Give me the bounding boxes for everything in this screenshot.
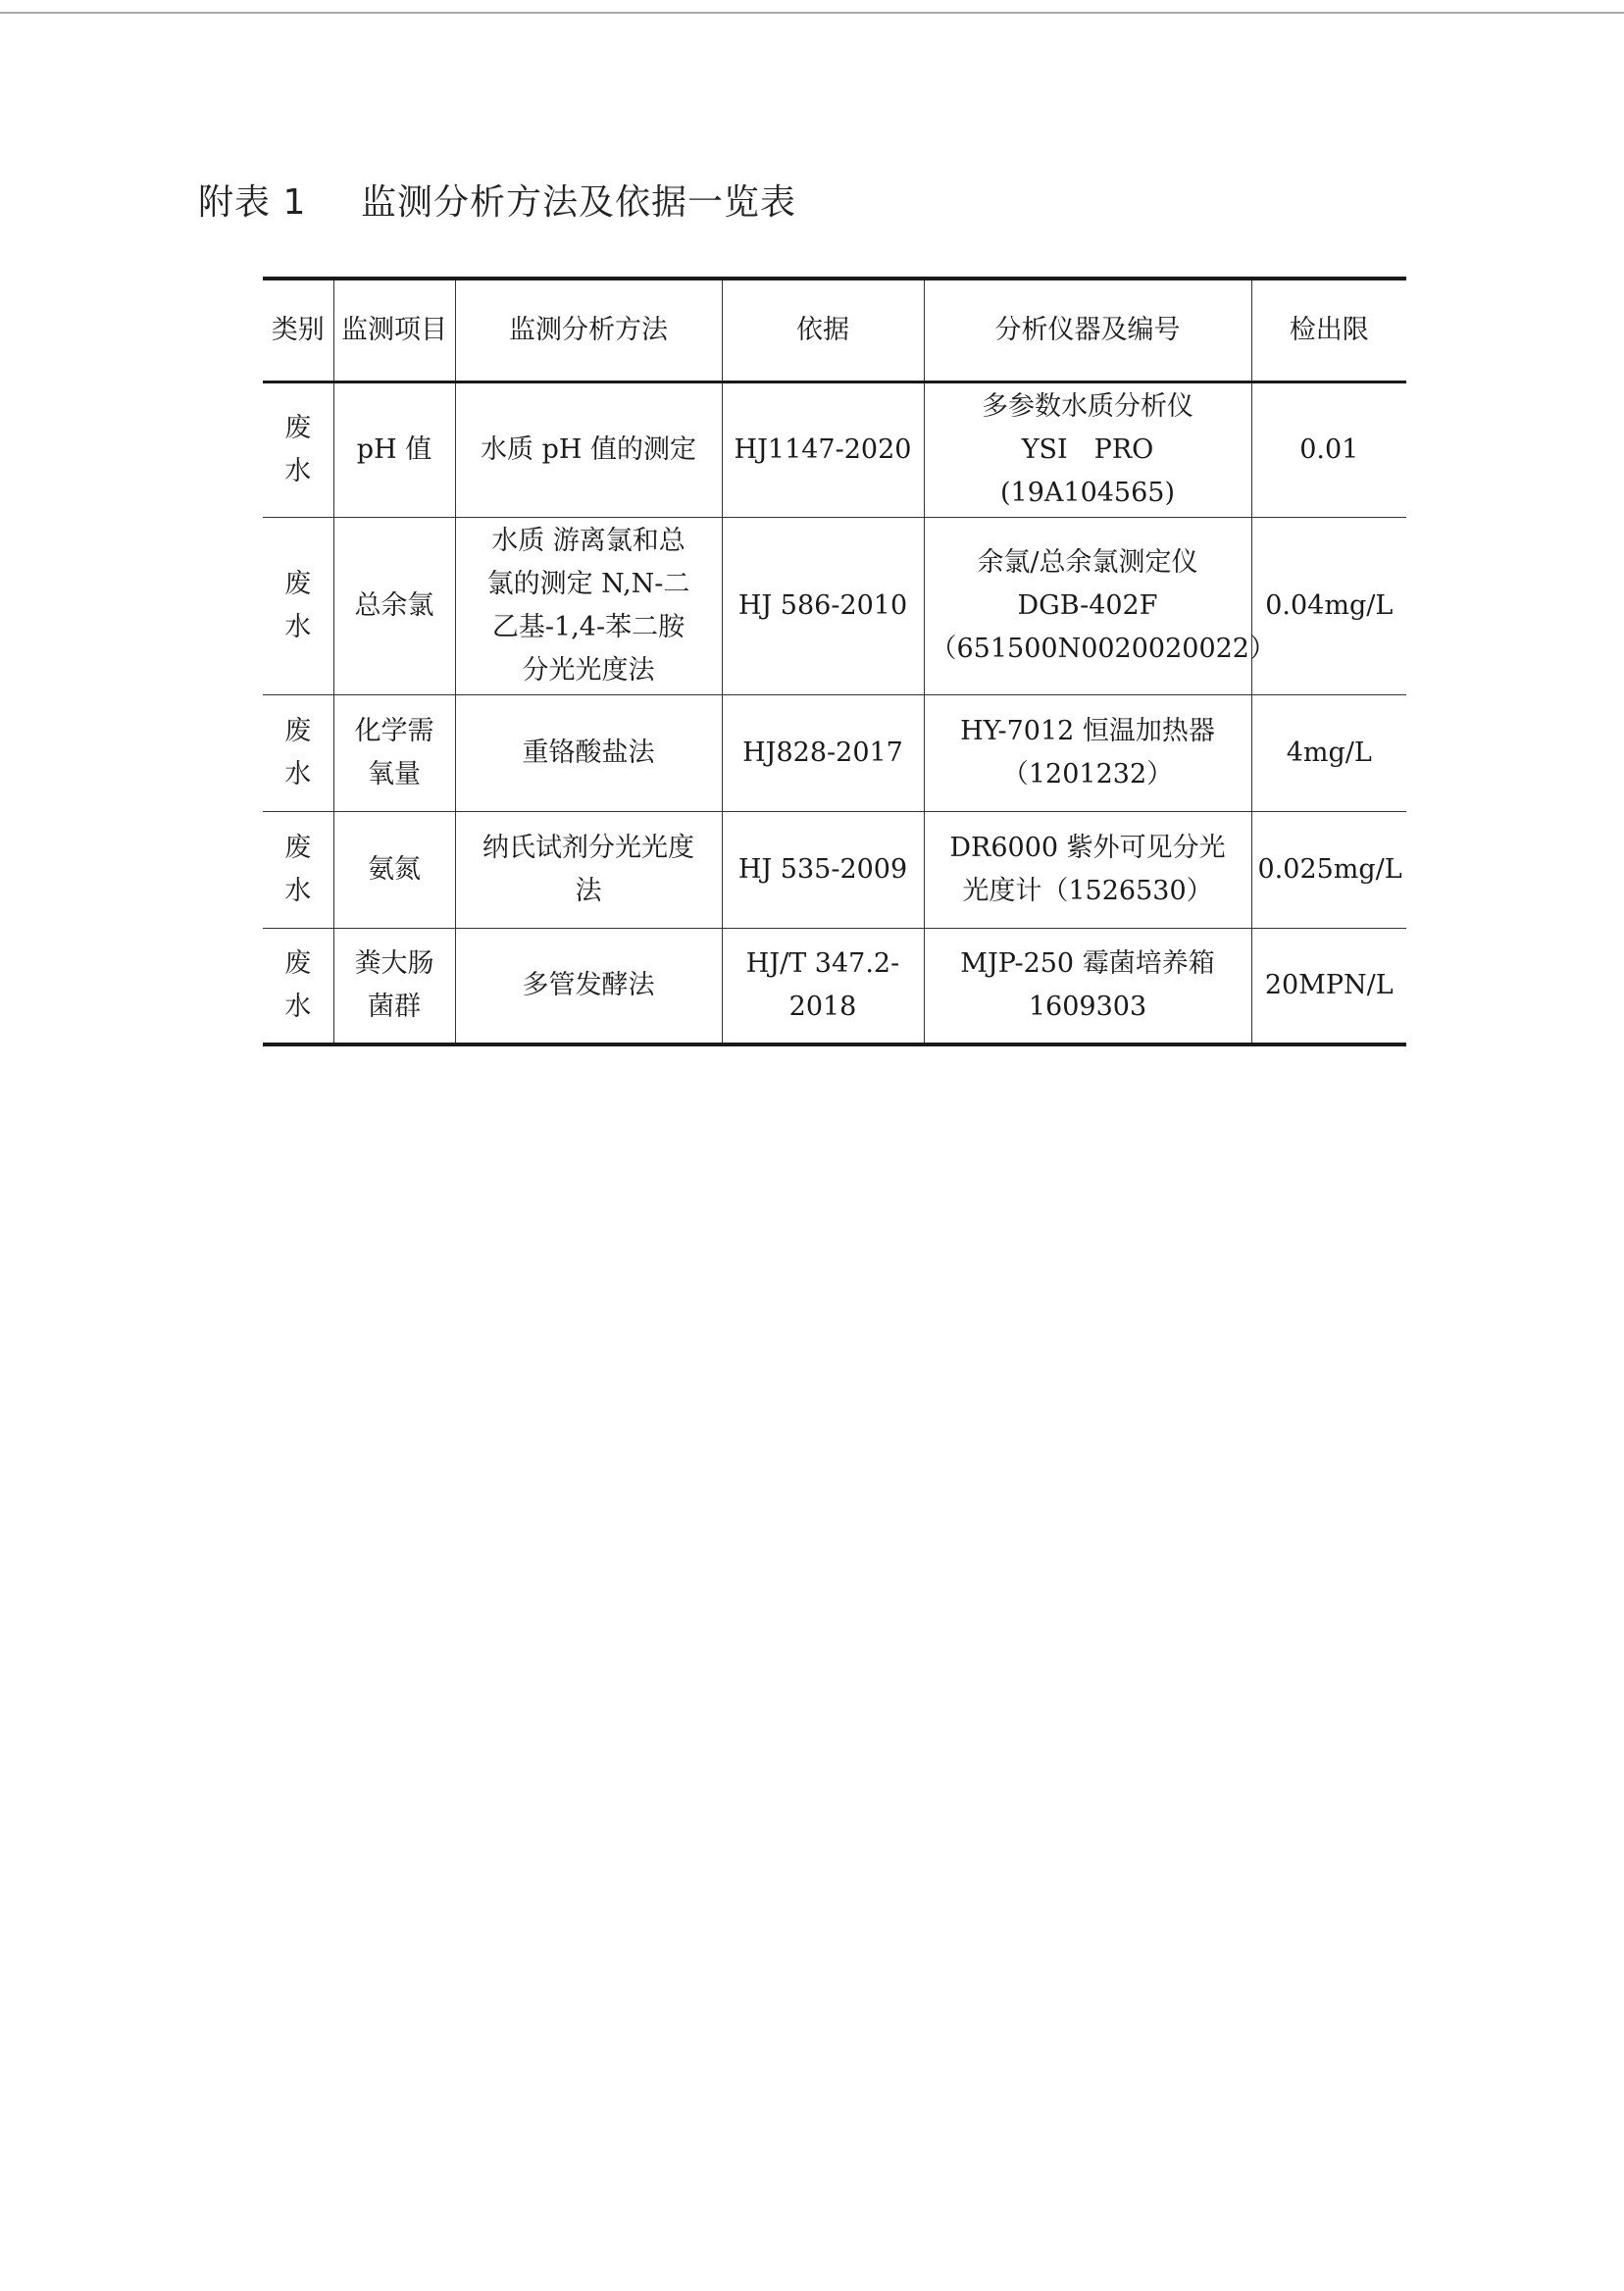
cell-instrument: HY-7012 恒温加热器 （1201232）	[924, 695, 1251, 812]
table-row	[263, 518, 1406, 695]
header-instrument: 分析仪器及编号	[924, 279, 1251, 382]
cell-category: 废 水	[263, 929, 333, 1045]
cell-method: 水质 游离氯和总 氯的测定 N,N-二 乙基-1,4-苯二胺 分光光度法	[455, 518, 722, 695]
cell-item: pH 值	[333, 382, 455, 518]
table-title-text: 监测分析方法及依据一览表	[361, 182, 797, 223]
table-row	[263, 695, 1406, 812]
cell-category: 废 水	[263, 812, 333, 929]
methods-table-container	[263, 277, 1406, 1046]
cell-basis: HJ/T 347.2- 2018	[722, 929, 924, 1045]
table-row	[263, 929, 1406, 1045]
header-item: 监测项目	[333, 279, 455, 382]
cell-item: 粪大肠 菌群	[333, 929, 455, 1045]
table-header-row	[263, 279, 1406, 382]
header-detection-limit: 检出限	[1251, 279, 1406, 382]
cell-method: 水质 pH 值的测定	[455, 382, 722, 518]
cell-category: 废 水	[263, 518, 333, 695]
scan-top-edge-line	[0, 12, 1624, 14]
cell-instrument: MJP-250 霉菌培养箱 1609303	[924, 929, 1251, 1045]
cell-method: 多管发酵法	[455, 929, 722, 1045]
cell-detection-limit: 20MPN/L	[1251, 929, 1406, 1045]
cell-detection-limit: 4mg/L	[1251, 695, 1406, 812]
cell-instrument: 余氯/总余氯测定仪 DGB-402F （651500N0020020022）	[924, 518, 1251, 695]
page-title	[198, 175, 796, 225]
cell-basis: HJ1147-2020	[722, 382, 924, 518]
cell-category: 废 水	[263, 695, 333, 812]
cell-item: 化学需 氧量	[333, 695, 455, 812]
header-category: 类别	[263, 279, 333, 382]
table-row	[263, 812, 1406, 929]
cell-method: 重铬酸盐法	[455, 695, 722, 812]
cell-instrument: DR6000 紫外可见分光 光度计（1526530）	[924, 812, 1251, 929]
cell-basis: HJ 586-2010	[722, 518, 924, 695]
cell-category: 废 水	[263, 382, 333, 518]
cell-detection-limit: 0.04mg/L	[1251, 518, 1406, 695]
monitoring-methods-table	[263, 277, 1406, 1046]
cell-item: 氨氮	[333, 812, 455, 929]
cell-detection-limit: 0.01	[1251, 382, 1406, 518]
header-method: 监测分析方法	[455, 279, 722, 382]
cell-item: 总余氯	[333, 518, 455, 695]
cell-basis: HJ828-2017	[722, 695, 924, 812]
table-row	[263, 382, 1406, 518]
table-number-label: 附表 1	[198, 182, 307, 223]
header-basis: 依据	[722, 279, 924, 382]
cell-method: 纳氏试剂分光光度 法	[455, 812, 722, 929]
cell-detection-limit: 0.025mg/L	[1251, 812, 1406, 929]
cell-instrument: 多参数水质分析仪 YSI PRO (19A104565)	[924, 382, 1251, 518]
cell-basis: HJ 535-2009	[722, 812, 924, 929]
